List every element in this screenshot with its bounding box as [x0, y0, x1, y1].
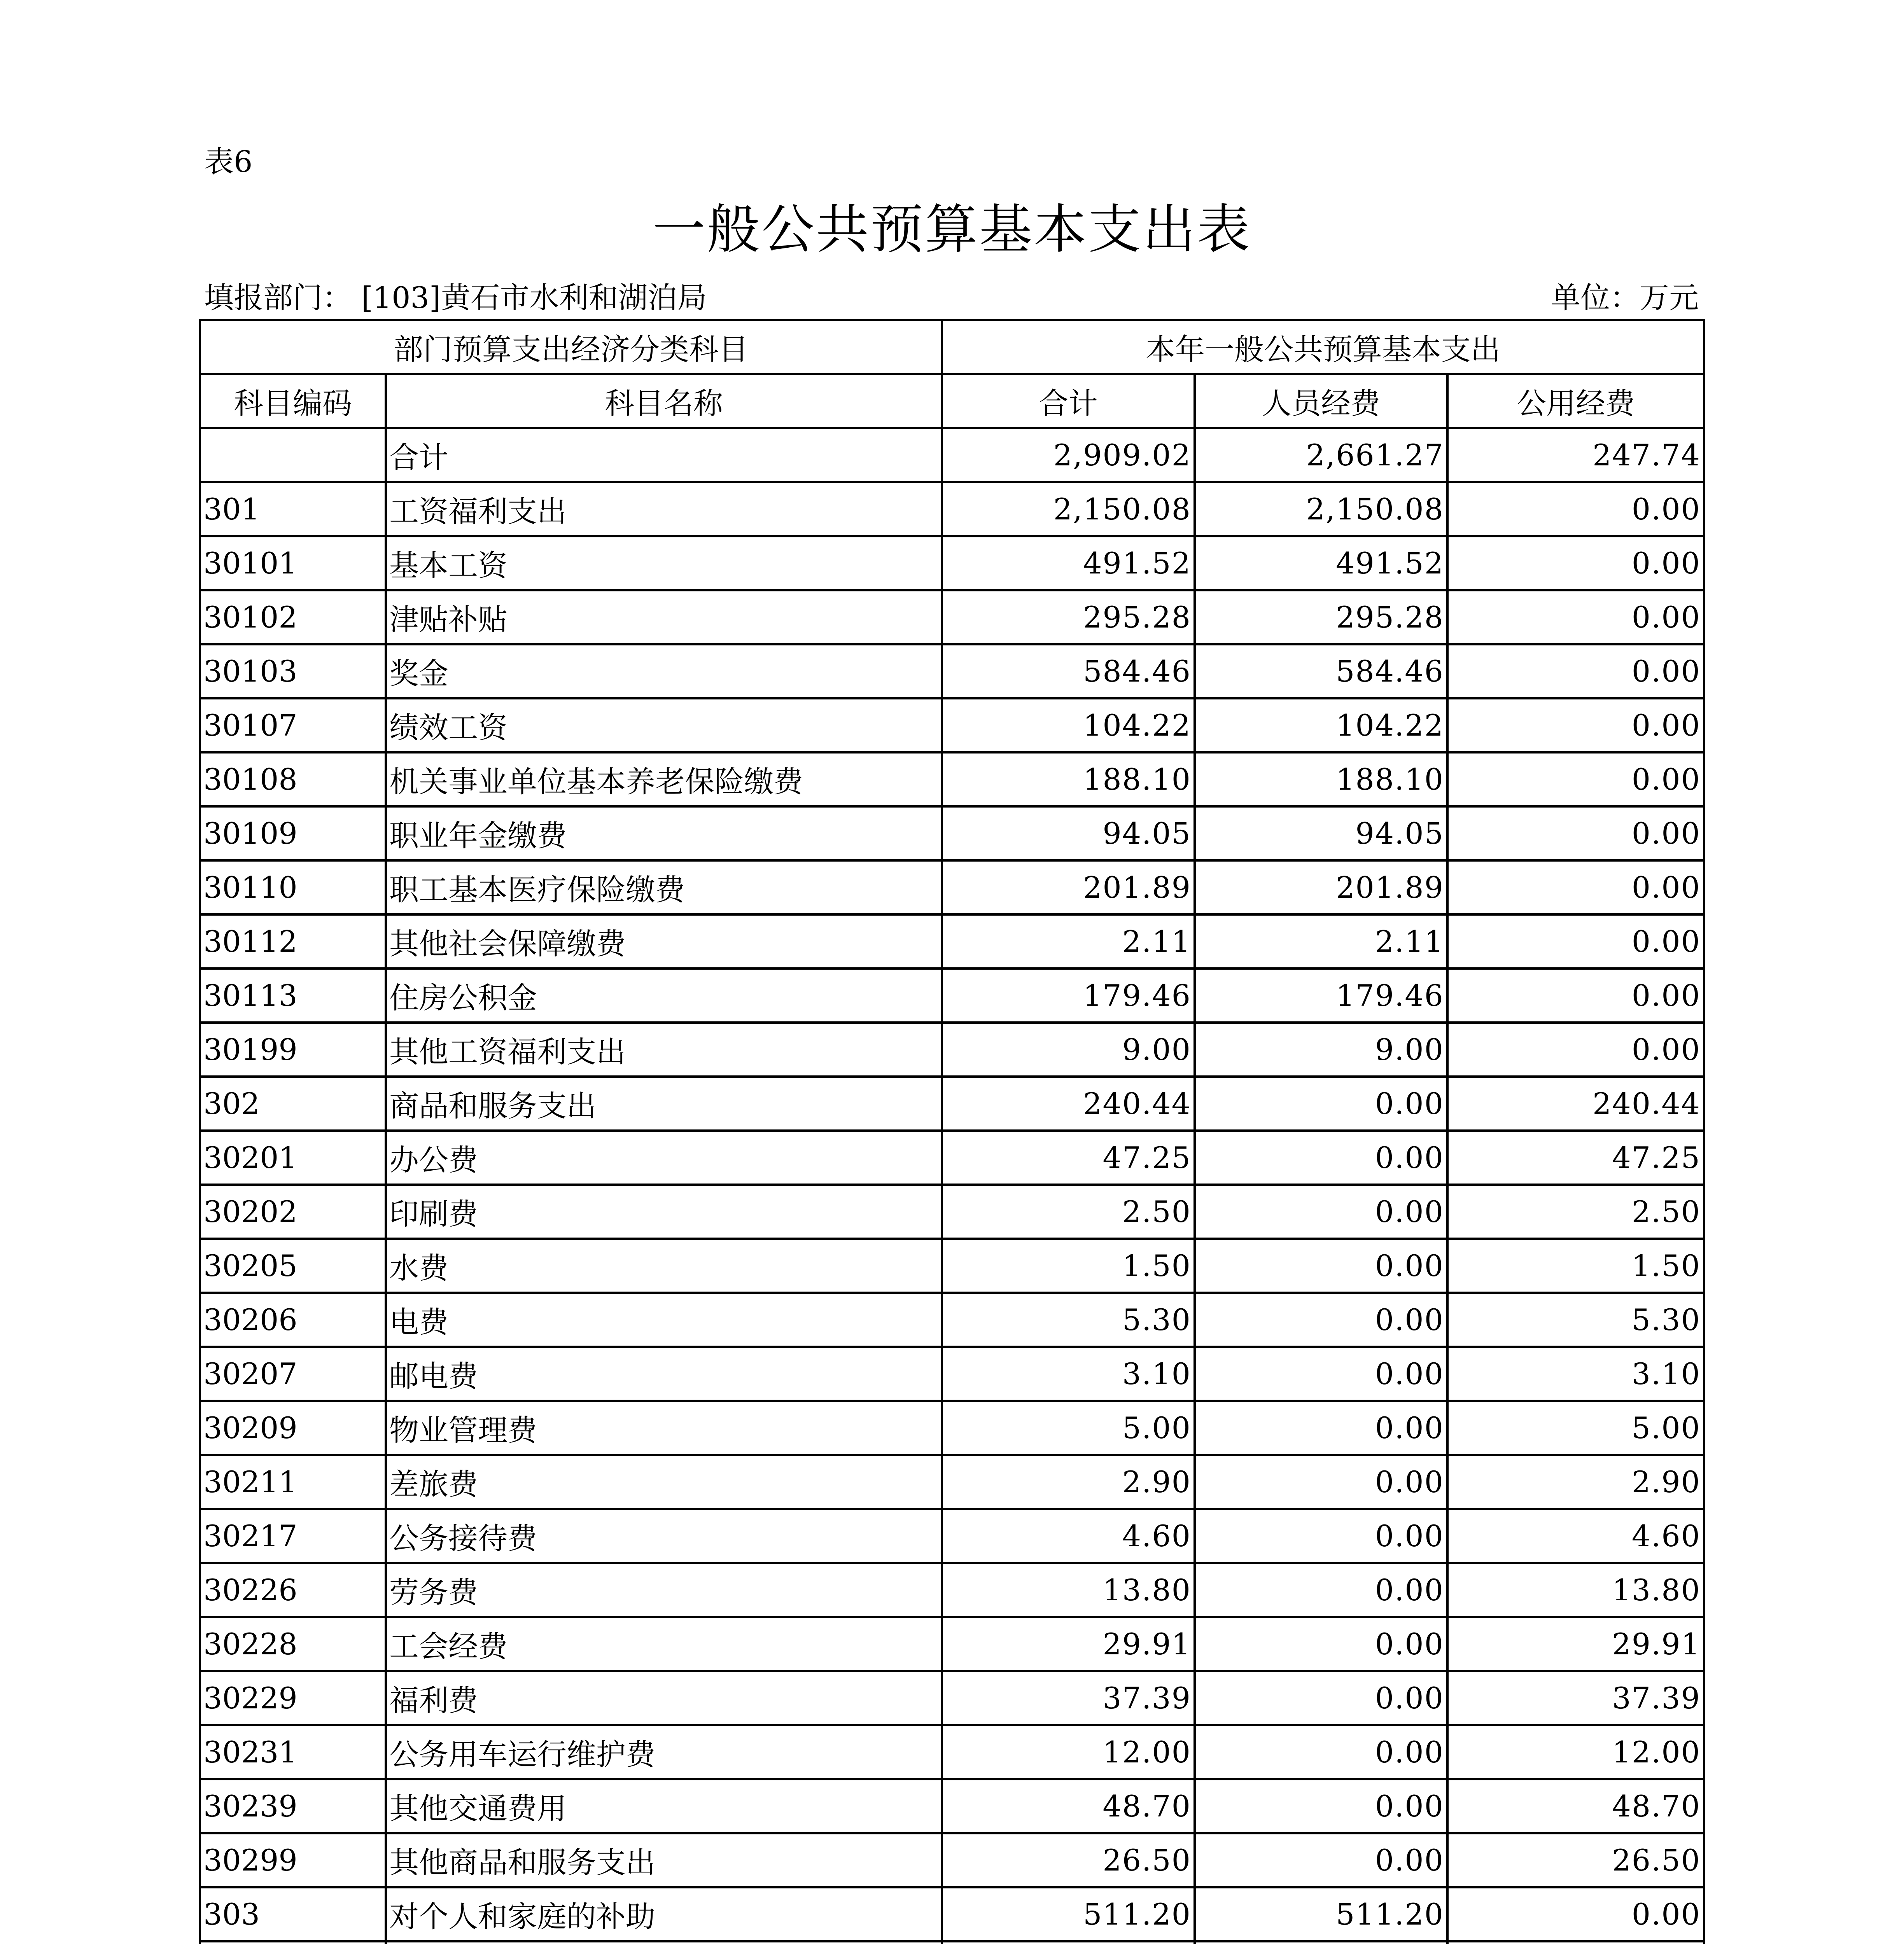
- table-row: [200, 1671, 1704, 1725]
- header-group-basic-expenditure: 本年一般公共预算基本支出: [942, 320, 1704, 374]
- row-name: 印刷费: [386, 1185, 942, 1239]
- header-total: 合计: [942, 374, 1195, 428]
- row-total: 104.22: [942, 698, 1195, 752]
- table-row: [200, 482, 1704, 536]
- row-public: 4.60: [1447, 1509, 1704, 1563]
- row-code: 30231: [200, 1725, 386, 1779]
- table-row: [200, 1023, 1704, 1077]
- row-name: [386, 1941, 942, 1944]
- row-code: 301: [200, 482, 386, 536]
- row-code: 30109: [200, 806, 386, 860]
- row-name: 其他工资福利支出: [386, 1023, 942, 1077]
- row-public: 5.30: [1447, 1293, 1704, 1347]
- row-code: 30217: [200, 1509, 386, 1563]
- row-personnel: 94.05: [1195, 806, 1447, 860]
- table-row: [200, 1941, 1704, 1944]
- table-row: [200, 1401, 1704, 1455]
- row-code: 30228: [200, 1617, 386, 1671]
- table-row: [200, 428, 1704, 482]
- row-name: 工会经费: [386, 1617, 942, 1671]
- row-name: 职业年金缴费: [386, 806, 942, 860]
- row-code: 30207: [200, 1347, 386, 1401]
- row-personnel: 0.00: [1195, 1671, 1447, 1725]
- row-personnel: 9.00: [1195, 1023, 1447, 1077]
- row-name: 公务接待费: [386, 1509, 942, 1563]
- row-name: 物业管理费: [386, 1401, 942, 1455]
- row-name: 对个人和家庭的补助: [386, 1887, 942, 1941]
- row-name: 其他交通费用: [386, 1779, 942, 1833]
- table-row: [200, 698, 1704, 752]
- row-total: 2.90: [942, 1455, 1195, 1509]
- row-name: 工资福利支出: [386, 482, 942, 536]
- row-personnel: 0.00: [1195, 1077, 1447, 1131]
- header-public: 公用经费: [1447, 374, 1704, 428]
- row-total: 2.50: [942, 1185, 1195, 1239]
- row-public: 0.00: [1447, 1023, 1704, 1077]
- table-row: [200, 1185, 1704, 1239]
- table-body: [200, 428, 1704, 1944]
- row-total: 511.20: [942, 1887, 1195, 1941]
- table-row: [200, 1239, 1704, 1293]
- row-public: 0.00: [1447, 860, 1704, 914]
- table-row: [200, 1509, 1704, 1563]
- row-personnel: 0.00: [1195, 1509, 1447, 1563]
- row-code: 30205: [200, 1239, 386, 1293]
- row-name: 津贴补贴: [386, 590, 942, 644]
- table-row: [200, 914, 1704, 969]
- row-public: [1447, 1941, 1704, 1944]
- table-row: [200, 1563, 1704, 1617]
- reporting-department: 填报部门： [103]黄石市水利和湖泊局: [204, 280, 707, 315]
- row-total: 12.00: [942, 1725, 1195, 1779]
- row-public: 0.00: [1447, 590, 1704, 644]
- row-public: 1.50: [1447, 1239, 1704, 1293]
- row-code: 30226: [200, 1563, 386, 1617]
- row-public: 0.00: [1447, 644, 1704, 698]
- row-personnel: [1195, 1941, 1447, 1944]
- row-name: 职工基本医疗保险缴费: [386, 860, 942, 914]
- row-code: 30199: [200, 1023, 386, 1077]
- row-total: 26.50: [942, 1833, 1195, 1887]
- row-public: 13.80: [1447, 1563, 1704, 1617]
- header-group-row: [200, 320, 1704, 374]
- row-name: 机关事业单位基本养老保险缴费: [386, 752, 942, 806]
- row-public: 47.25: [1447, 1131, 1704, 1185]
- row-name: 基本工资: [386, 536, 942, 590]
- row-total: 3.10: [942, 1347, 1195, 1401]
- table-row: [200, 1617, 1704, 1671]
- row-public: 0.00: [1447, 969, 1704, 1023]
- row-personnel: 2,150.08: [1195, 482, 1447, 536]
- row-total: 5.00: [942, 1401, 1195, 1455]
- row-public: 240.44: [1447, 1077, 1704, 1131]
- row-code: 30202: [200, 1185, 386, 1239]
- row-code: 303: [200, 1887, 386, 1941]
- row-code: 30112: [200, 914, 386, 969]
- row-total: 29.91: [942, 1617, 1195, 1671]
- row-total: 188.10: [942, 752, 1195, 806]
- row-personnel: 0.00: [1195, 1131, 1447, 1185]
- row-name: 奖金: [386, 644, 942, 698]
- row-name: 住房公积金: [386, 969, 942, 1023]
- row-personnel: 0.00: [1195, 1617, 1447, 1671]
- row-personnel: 0.00: [1195, 1347, 1447, 1401]
- row-code: 30108: [200, 752, 386, 806]
- row-code: 30103: [200, 644, 386, 698]
- row-public: 0.00: [1447, 914, 1704, 969]
- row-code: 30101: [200, 536, 386, 590]
- row-name: 水费: [386, 1239, 942, 1293]
- table-row: [200, 1293, 1704, 1347]
- row-public: 0.00: [1447, 536, 1704, 590]
- row-personnel: 104.22: [1195, 698, 1447, 752]
- row-total: 2,150.08: [942, 482, 1195, 536]
- row-public: 37.39: [1447, 1671, 1704, 1725]
- row-personnel: 0.00: [1195, 1401, 1447, 1455]
- table-row: [200, 1833, 1704, 1887]
- row-total: 5.30: [942, 1293, 1195, 1347]
- row-code: 30107: [200, 698, 386, 752]
- row-public: 0.00: [1447, 806, 1704, 860]
- row-total: 37.39: [942, 1671, 1195, 1725]
- row-code: [200, 1941, 386, 1944]
- table-row: [200, 806, 1704, 860]
- row-personnel: 0.00: [1195, 1293, 1447, 1347]
- row-total: 2.11: [942, 914, 1195, 969]
- row-personnel: 201.89: [1195, 860, 1447, 914]
- row-name: 其他商品和服务支出: [386, 1833, 942, 1887]
- row-total: 584.46: [942, 644, 1195, 698]
- row-personnel: 0.00: [1195, 1725, 1447, 1779]
- row-total: 201.89: [942, 860, 1195, 914]
- row-public: 3.10: [1447, 1347, 1704, 1401]
- row-name: 电费: [386, 1293, 942, 1347]
- row-total: 13.80: [942, 1563, 1195, 1617]
- row-personnel: 179.46: [1195, 969, 1447, 1023]
- row-public: 48.70: [1447, 1779, 1704, 1833]
- row-name: 合计: [386, 428, 942, 482]
- row-total: 240.44: [942, 1077, 1195, 1131]
- row-name: 商品和服务支出: [386, 1077, 942, 1131]
- row-name: 办公费: [386, 1131, 942, 1185]
- row-total: 4.60: [942, 1509, 1195, 1563]
- row-total: 47.25: [942, 1131, 1195, 1185]
- row-total: 2,909.02: [942, 428, 1195, 482]
- row-name: 其他社会保障缴费: [386, 914, 942, 969]
- table-row: [200, 1779, 1704, 1833]
- row-personnel: 511.20: [1195, 1887, 1447, 1941]
- row-personnel: 295.28: [1195, 590, 1447, 644]
- unit-label: 单位：万元: [1551, 280, 1699, 315]
- row-personnel: 0.00: [1195, 1455, 1447, 1509]
- table-row: [200, 752, 1704, 806]
- row-code: 30113: [200, 969, 386, 1023]
- row-personnel: 188.10: [1195, 752, 1447, 806]
- table-row: [200, 1131, 1704, 1185]
- row-personnel: 0.00: [1195, 1563, 1447, 1617]
- row-public: 247.74: [1447, 428, 1704, 482]
- row-code: 30229: [200, 1671, 386, 1725]
- table-row: [200, 969, 1704, 1023]
- row-public: 0.00: [1447, 482, 1704, 536]
- table-row: [200, 590, 1704, 644]
- row-personnel: 0.00: [1195, 1239, 1447, 1293]
- header-group-classification: 部门预算支出经济分类科目: [200, 320, 942, 374]
- row-personnel: 0.00: [1195, 1833, 1447, 1887]
- row-code: 30239: [200, 1779, 386, 1833]
- row-personnel: 0.00: [1195, 1779, 1447, 1833]
- row-name: 差旅费: [386, 1455, 942, 1509]
- row-public: 5.00: [1447, 1401, 1704, 1455]
- row-code: 30102: [200, 590, 386, 644]
- row-public: 0.00: [1447, 1887, 1704, 1941]
- table-row: [200, 1725, 1704, 1779]
- row-total: 9.00: [942, 1023, 1195, 1077]
- table-row: [200, 860, 1704, 914]
- table-row: [200, 536, 1704, 590]
- row-public: 0.00: [1447, 698, 1704, 752]
- row-code: 30206: [200, 1293, 386, 1347]
- table-row: [200, 1887, 1704, 1941]
- row-total: 48.70: [942, 1779, 1195, 1833]
- row-name: 邮电费: [386, 1347, 942, 1401]
- row-total: 295.28: [942, 590, 1195, 644]
- row-name: 劳务费: [386, 1563, 942, 1617]
- row-name: 福利费: [386, 1671, 942, 1725]
- row-code: 30201: [200, 1131, 386, 1185]
- table-row: [200, 1347, 1704, 1401]
- row-personnel: 491.52: [1195, 536, 1447, 590]
- table-row: [200, 644, 1704, 698]
- table-header: [200, 320, 1704, 428]
- row-personnel: 2.11: [1195, 914, 1447, 969]
- row-personnel: 584.46: [1195, 644, 1447, 698]
- page-title: 一般公共预算基本支出表: [653, 199, 1251, 260]
- row-public: 29.91: [1447, 1617, 1704, 1671]
- header-column-row: [200, 374, 1704, 428]
- row-public: 12.00: [1447, 1725, 1704, 1779]
- row-total: 179.46: [942, 969, 1195, 1023]
- row-total: 491.52: [942, 536, 1195, 590]
- row-name: 绩效工资: [386, 698, 942, 752]
- row-total: [942, 1941, 1195, 1944]
- row-public: 26.50: [1447, 1833, 1704, 1887]
- row-code: 30110: [200, 860, 386, 914]
- row-public: 2.50: [1447, 1185, 1704, 1239]
- table-row: [200, 1077, 1704, 1131]
- row-personnel: 0.00: [1195, 1185, 1447, 1239]
- row-total: 1.50: [942, 1239, 1195, 1293]
- budget-table: [199, 319, 1705, 1944]
- row-public: 0.00: [1447, 752, 1704, 806]
- row-code: 30211: [200, 1455, 386, 1509]
- row-code: 30209: [200, 1401, 386, 1455]
- row-code: 302: [200, 1077, 386, 1131]
- header-personnel: 人员经费: [1195, 374, 1447, 428]
- header-name: 科目名称: [386, 374, 942, 428]
- row-personnel: 2,661.27: [1195, 428, 1447, 482]
- table-number-label: 表6: [204, 144, 253, 179]
- row-code: [200, 428, 386, 482]
- row-name: 公务用车运行维护费: [386, 1725, 942, 1779]
- row-code: 30299: [200, 1833, 386, 1887]
- table-row: [200, 1455, 1704, 1509]
- header-code: 科目编码: [200, 374, 386, 428]
- row-public: 2.90: [1447, 1455, 1704, 1509]
- row-total: 94.05: [942, 806, 1195, 860]
